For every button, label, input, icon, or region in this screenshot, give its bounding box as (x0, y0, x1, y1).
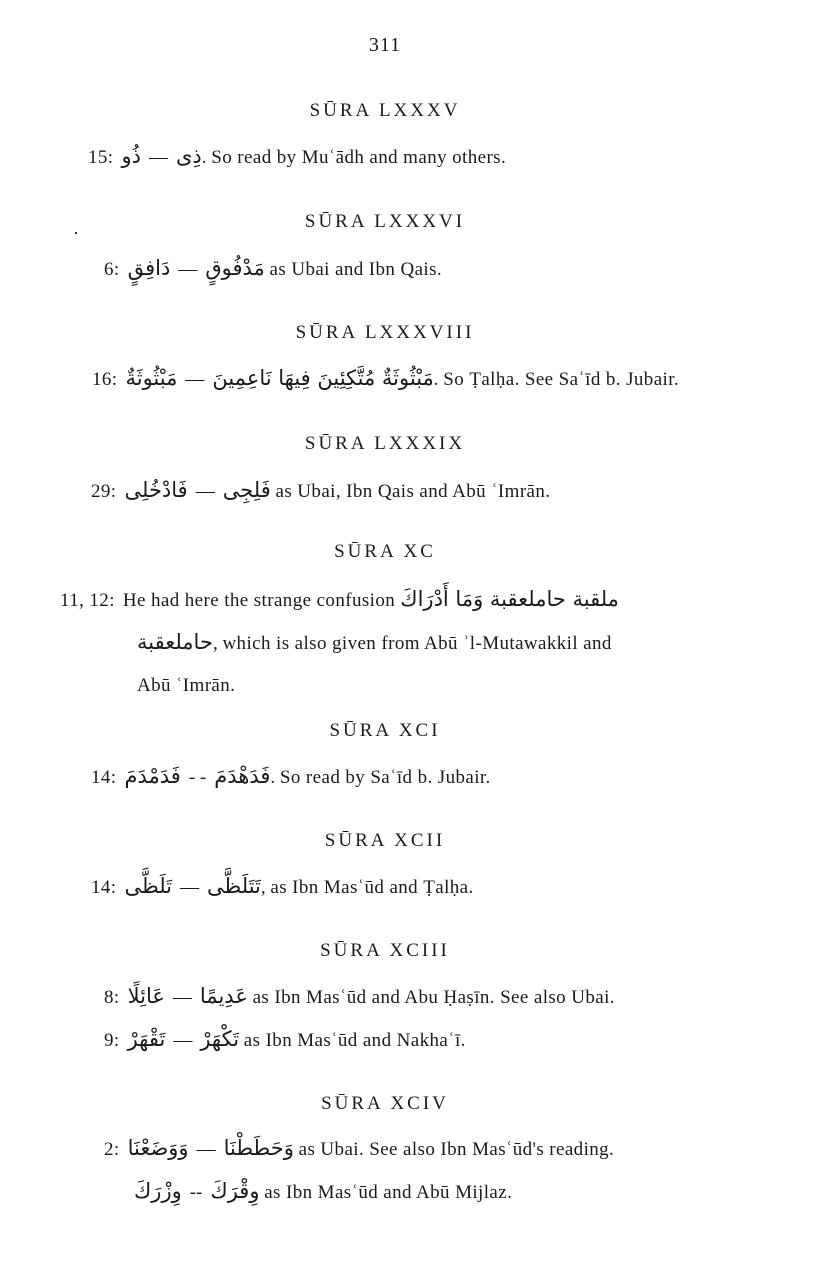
arabic-reading-b: عَدِيمًا (199, 984, 248, 1008)
entry-xci-14 (91, 764, 491, 789)
entry-note: as Ibn Masʿūd and Abū Mijlaz. (259, 1182, 513, 1203)
sura-heading-xciii: SŪRA XCIII (320, 940, 450, 961)
arabic-reading-b: فَدَهْدَمَ (214, 764, 271, 788)
sura-heading-lxxxix: SŪRA LXXXIX (304, 433, 466, 454)
entry-xc-11-12-line3 (137, 675, 235, 697)
arabic-reading-b: حاملعقبة (137, 630, 213, 654)
entry-lxxxv-15 (88, 144, 506, 169)
verse-number: 15: (88, 147, 114, 168)
entry-note: as Ubai. See also Ibn Masʿūd's reading. (293, 1139, 615, 1160)
arabic-reading-b: مَبْثُوثَةٌ مُتَّكِئِينَ فِيهَا نَاعِمِينَ (212, 366, 434, 390)
entry-note: , which is also given from Abū ʾl-Mutawakkil and (212, 633, 612, 654)
arabic-reading-a: وِزْرَكَ (134, 1179, 182, 1203)
entry-note: Abū ʿImrān. (137, 675, 236, 696)
dash: — (172, 987, 192, 1008)
verse-number: 14: (91, 767, 117, 788)
dash: — (196, 1139, 216, 1160)
entry-lxxxvi-6 (104, 256, 442, 281)
sura-heading-lxxxv: SŪRA LXXXV (309, 100, 461, 121)
entry-lxxxix-29 (91, 478, 550, 503)
entry-note: as Ubai and Ibn Qais. (264, 259, 443, 280)
arabic-reading-b: مَدْفُوقٍ (205, 256, 265, 280)
sura-heading-xcii: SŪRA XCII (324, 830, 446, 851)
arabic-reading-a: تَلَظَّى (124, 874, 173, 898)
sura-heading-lxxxvi: SŪRA LXXXVI (304, 211, 466, 232)
dash: -- (189, 1182, 203, 1203)
entry-note: . So Ṭalḥa. See Saʿīd b. Jubair. (433, 369, 680, 390)
arabic-reading-b: وَحَطَطْنَا (223, 1136, 294, 1160)
entry-xcii-14 (91, 874, 474, 899)
arabic-reading-b: تَكْهَرْ (200, 1027, 240, 1051)
arabic-reading-b: تَتَلَظَّى (207, 874, 261, 898)
entry-xc-11-12-line2 (137, 630, 612, 655)
entry-note: as Ibn Masʿūd and Nakhaʿī. (239, 1030, 466, 1051)
arabic-reading-a: وَوَضَعْنَا (127, 1136, 189, 1160)
verse-number: 11, 12: (60, 590, 115, 611)
entry-note: , as Ibn Masʿūd and Ṭalḥa. (260, 877, 474, 898)
dash: — (180, 877, 200, 898)
entry-xciv-2 (104, 1136, 614, 1161)
verse-number: 14: (91, 877, 117, 898)
dash: — (173, 1030, 193, 1051)
sura-heading-lxxxviii: SŪRA LXXXVIII (295, 322, 475, 343)
sura-heading-xc: SŪRA XC (334, 541, 436, 562)
verse-number: 2: (104, 1139, 120, 1160)
arabic-reading-a: تَقْهَرْ (127, 1027, 166, 1051)
dash: — (178, 259, 198, 280)
entry-note: He had here the strange confusion (122, 590, 401, 611)
verse-number: 6: (104, 259, 120, 280)
dash: — (185, 369, 205, 390)
entry-note: . So read by Saʿīd b. Jubair. (270, 767, 491, 788)
arabic-reading-a: ملقبة حاملعقبة وَمَا أَدْرَاكَ (400, 587, 619, 611)
entry-note: . So read by Muʿādh and many others. (201, 147, 507, 168)
page-number: 311 (368, 34, 402, 56)
verse-number: 9: (104, 1030, 120, 1051)
entry-note: as Ibn Masʿūd and Abu Ḥaṣīn. See also Ubai. (247, 987, 615, 1008)
arabic-reading-a: فَادْخُلِى (124, 478, 188, 502)
arabic-reading-b: فَلِجِى (222, 478, 271, 502)
entry-xciii-9 (104, 1027, 466, 1052)
arabic-reading-b: ذِى (175, 144, 202, 168)
verse-number: 8: (104, 987, 120, 1008)
entry-lxxxviii-16 (92, 366, 679, 391)
arabic-reading-a: ذُو (121, 144, 141, 168)
arabic-reading-a: فَدَمْدَمَ (124, 764, 181, 788)
sura-heading-xciv: SŪRA XCIV (321, 1093, 449, 1114)
arabic-reading-a: عَائِلًا (127, 984, 165, 1008)
dash: - - (188, 767, 207, 788)
verse-number: 16: (92, 369, 118, 390)
entry-xciv-2-cont (134, 1179, 512, 1204)
arabic-reading-b: وِقْرَكَ (210, 1179, 260, 1203)
dash: — (148, 147, 168, 168)
arabic-reading-a: مَبْثُوثَةٌ (125, 366, 178, 390)
arabic-reading-a: دَافِقٍ (127, 256, 171, 280)
entry-xciii-8 (104, 984, 615, 1009)
dash: — (195, 481, 215, 502)
verse-number: 29: (91, 481, 117, 502)
entry-note: as Ubai, Ibn Qais and Abū ʿImrān. (270, 481, 551, 502)
sura-heading-xci: SŪRA XCI (329, 720, 441, 741)
entry-xc-11-12-line1 (60, 587, 619, 612)
